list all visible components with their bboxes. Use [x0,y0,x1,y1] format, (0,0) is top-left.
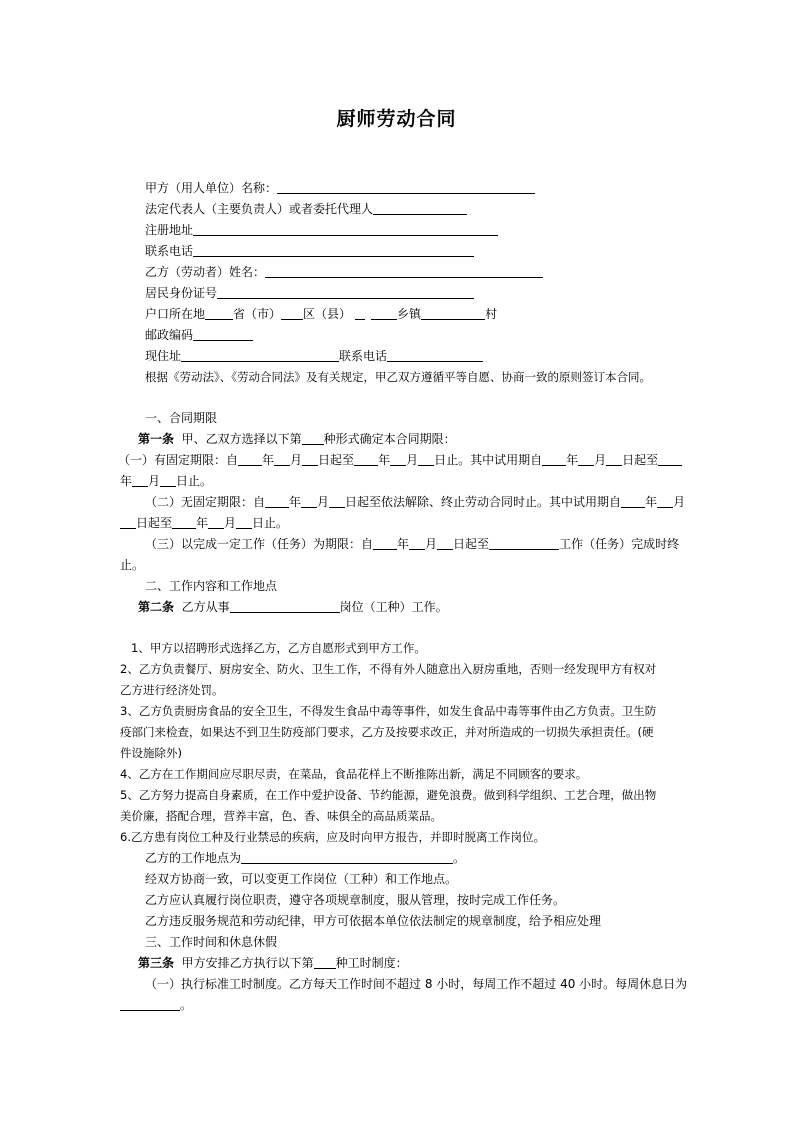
article-3 [138,955,408,971]
blank [489,536,559,550]
district-label: 区（县） [303,307,352,321]
section-3-heading: 三、工作时间和休息休假 [145,935,278,949]
province-label: 省（市） [233,307,282,321]
blank [301,494,317,508]
party-a-name-line [145,180,535,196]
blank [542,452,566,466]
district-blank [281,306,303,320]
violation-text: 乙方违反服务规范和劳动纪律，甲方可依据本单位依法制定的规章制度，给予相应处理 [145,914,602,928]
blank [354,452,378,466]
reg-address-label: 注册地址 [145,223,194,237]
party-a-phone-line [145,243,474,259]
duty-item-4: 4、乙方在工作期间应尽职尽责，在菜品，食品花样上不断推陈出新，满足不同顾客的要求。 [120,767,588,781]
year-text: 年 [645,495,658,509]
article-1-label: 第一条 [138,432,175,446]
legal-rep-blank [373,201,467,215]
duty-item-2-line-2: 乙方进行经济处罚。 [120,683,224,697]
party-b-name-blank [265,264,543,278]
article-2-text-a: 乙方从事 [181,600,230,614]
current-address-blank [181,348,339,362]
task-term-line-2: 止。 [120,558,145,572]
year-text: 年 [378,453,391,467]
task-term-label: （三）以完成一定工作（任务）为期限：自 [145,537,374,551]
party-b-name-line [145,264,543,280]
party-a-phone-blank [193,243,474,257]
legal-basis: 根据《劳动法》、《劳动合同法》及有关规定，甲乙双方遵循平等自愿、协商一致的原则签订本合同。 [145,370,651,384]
duty-item-1: 1、甲方以招聘形式选择乙方，乙方自愿形式到甲方工作。 [131,641,426,655]
year-text: 年 [397,537,410,551]
article-1-blank [302,431,324,445]
month-text: 月 [673,495,686,509]
open-term-line-2 [120,515,288,531]
village-label: 村 [485,307,498,321]
blank [274,452,290,466]
year-text: 年 [120,474,133,488]
reg-address-blank [193,222,498,236]
id-number-line [145,285,474,301]
duty-item-3-line-3: 件设施除外) [120,746,182,760]
article-3-text-a: 甲方安排乙方执行以下第 [181,956,314,970]
blank [578,452,594,466]
work-location-blank [241,850,453,864]
open-term-text: 日起至依法解除、终止劳动合同时止。其中试用期自 [345,495,622,509]
standard-hours-line-2 [120,997,192,1013]
blank [132,473,148,487]
article-2-text-b: 岗位（工种）工作。 [339,600,448,614]
open-term-label: （二）无固定期限：自 [145,495,266,509]
blank [160,473,176,487]
postcode-label: 邮政编码 [145,328,194,342]
postcode-line [145,327,253,343]
open-term-line-1 [145,494,685,510]
article-3-label: 第三条 [138,956,175,970]
legal-rep-line [145,201,467,217]
duty-item-5-line-1: 5、乙方努力提高自身素质，在工作中爱护设备、节约能源，避免浪费。做到科学组织、工艺合理，做出物 [120,788,657,802]
fixed-term-line-1 [118,452,682,468]
fixed-term-label: （一）有固定期限：自 [118,453,239,467]
district-blank-2 [355,306,365,320]
party-b-phone-label: 联系电话 [339,349,388,363]
postcode-blank [193,327,253,341]
work-location-end: 。 [453,851,466,865]
day-end-text: 日止。 [434,453,471,467]
province-blank [205,306,233,320]
task-term-text: 工作（任务）完成时终 [559,537,680,551]
article-3-text-b: 种工时制度： [335,956,408,970]
blank [390,452,406,466]
village-blank [421,306,485,320]
party-a-name-blank [277,180,535,194]
section-1-heading: 一、合同期限 [145,411,218,425]
month-text: 月 [594,453,607,467]
month-text: 月 [224,516,237,530]
town-blank [371,306,397,320]
duty-item-3-line-1: 3、乙方负责厨房食品的安全卫生，不得发生食品中毒等事件，如发生食品中毒等事件由乙方负责。卫生防 [120,704,657,718]
id-number-blank [217,285,474,299]
party-b-phone-blank [387,348,483,362]
rest-day-blank [120,997,180,1011]
probation-text: 其中试用期自 [470,453,543,467]
day-end-text: 日止。 [176,474,213,488]
reg-address-line [145,222,498,238]
year-text: 年 [196,516,209,530]
id-number-label: 居民身份证号 [145,286,218,300]
blank [238,452,262,466]
town-label: 乡镇 [397,307,422,321]
household-label: 户口所在地 [145,307,206,321]
year-text: 年 [566,453,579,467]
day-from-text: 日起至 [136,516,173,530]
blank [418,452,434,466]
year-text: 年 [262,453,275,467]
blank [657,494,673,508]
article-1-text-a: 甲、乙双方选择以下第 [181,432,302,446]
blank [265,494,289,508]
duty-item-3-line-2: 疫部门来检查，如果达不到卫生防疫部门要求，乙方及按要求改正，并对所造成的一切损失承担责任。(硬 [120,725,654,739]
month-text: 月 [317,495,330,509]
duty-item-2-line-1: 2、乙方负责餐厅、厨房安全、防火、卫生工作，不得有外人随意出入厨房重地，否则一经发现甲方有权对 [120,662,657,676]
article-1-text-b: 种形式确定本合同期限： [323,432,456,446]
document-title: 厨师劳动合同 [336,108,457,130]
party-b-name-label: 乙方（劳动者）姓名： [145,265,266,279]
blank [172,515,196,529]
duty-item-6: 6.乙方患有岗位工种及行业禁忌的疾病，应及时向甲方报告，并即时脱离工作岗位。 [120,830,545,844]
task-term-line-1 [145,536,679,552]
blank [621,494,645,508]
fixed-term-line-2 [120,473,212,489]
blank [208,515,224,529]
blank [236,515,252,529]
work-location-label: 乙方的工作地点为 [145,851,242,865]
blank [409,536,425,550]
article-1 [138,431,456,447]
section-2-heading: 二、工作内容和工作地点 [145,579,278,593]
article-2-blank [230,599,340,613]
duty-item-5-line-2: 美价廉，搭配合理，营养丰富，色、香、味俱全的高品质菜品。 [120,809,442,823]
day-from-text: 日起至 [622,453,659,467]
blank [329,494,345,508]
rest-day-end: 。 [180,998,193,1012]
duties-compliance-text: 乙方应认真履行岗位职责，遵守各项规章制度，服从管理，按时完成工作任务。 [145,893,566,907]
blank [302,452,318,466]
article-3-blank [314,955,336,969]
month-text: 月 [148,474,161,488]
blank [437,536,453,550]
household-line [145,306,497,322]
day-from-text: 日起至 [318,453,355,467]
current-address-line [145,348,483,364]
blank [606,452,622,466]
day-end-text: 日止。 [252,516,289,530]
article-2-label: 第二条 [138,600,175,614]
work-location-line [145,850,465,866]
blank [658,452,682,466]
party-a-name-label: 甲方（用人单位）名称： [145,181,278,195]
month-text: 月 [406,453,419,467]
year-text: 年 [289,495,302,509]
current-address-label: 现住址 [145,349,182,363]
legal-rep-label: 法定代表人（主要负责人）或者委托代理人 [145,202,374,216]
party-a-phone-label: 联系电话 [145,244,194,258]
blank [120,515,136,529]
article-2 [138,599,448,615]
blank [373,536,397,550]
standard-hours-line-1: （一）执行标准工时制度。乙方每天工作时间不超过 8 小时，每周工作不超过 40 小时。每周休息日为 [145,977,688,991]
day-from-text: 日起至 [453,537,490,551]
month-text: 月 [425,537,438,551]
month-text: 月 [290,453,303,467]
change-position-text: 经双方协商一致，可以变更工作岗位（工种）和工作地点。 [145,872,458,886]
